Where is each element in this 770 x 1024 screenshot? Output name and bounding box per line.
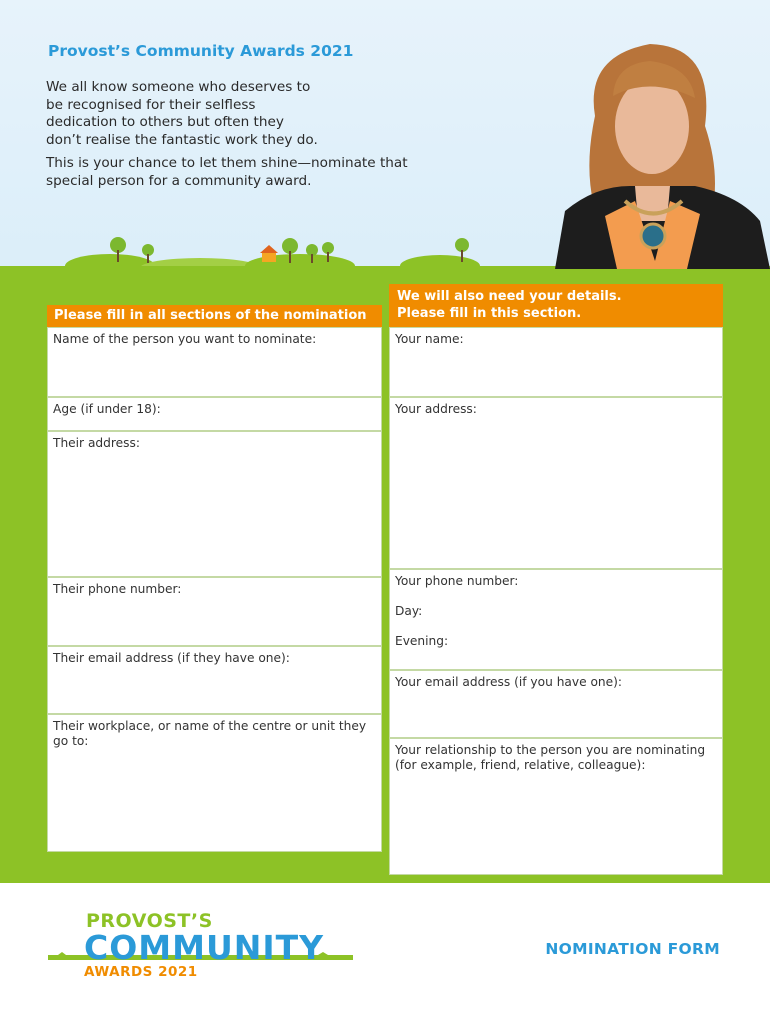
nominator-name-label: Your name:	[395, 332, 464, 346]
nominee-address-field[interactable]	[47, 431, 382, 577]
nominator-email-label: Your email address (if you have one):	[395, 675, 623, 689]
nominator-name-field[interactable]	[389, 327, 723, 397]
nominator-email-field[interactable]	[389, 670, 723, 738]
nomination-form-label: NOMINATION FORM	[545, 940, 720, 958]
page-title: Provost’s Community Awards 2021	[48, 42, 354, 60]
nominator-phone-day-label: Day:	[395, 604, 423, 618]
community-awards-logo	[48, 908, 353, 983]
nominator-heading-line-2: Please fill in this section.	[397, 306, 582, 321]
intro-paragraph-2: This is your chance to let them shine—nominate that special person for a community award.	[46, 155, 408, 189]
nominee-name-field[interactable]	[47, 327, 382, 397]
nominator-relationship-field[interactable]	[389, 738, 723, 875]
nominee-email-label: Their email address (if they have one):	[53, 651, 290, 665]
intro-paragraph-1: We all know someone who deserves to be recognised for their selfless dedication to others but often they don’t realise the fantastic work they do.	[46, 79, 318, 148]
nominee-age-label: Age (if under 18):	[53, 402, 161, 416]
nominee-email-field[interactable]	[47, 646, 382, 714]
nominator-heading-line-1: We will also need your details.	[397, 289, 622, 304]
logo-text-provosts: PROVOST’S	[86, 910, 213, 932]
provost-portrait	[555, 36, 770, 269]
nominee-workplace-label: Their workplace, or name of the centre or unit they go to:	[53, 719, 367, 748]
nominee-phone-field[interactable]	[47, 577, 382, 646]
nominator-phone-field[interactable]	[389, 569, 723, 670]
nominator-address-field[interactable]	[389, 397, 723, 569]
logo-text-awards: AWARDS 2021	[84, 964, 198, 980]
house-icon	[260, 245, 278, 262]
header-banner	[0, 0, 770, 270]
nominator-relationship-label: Your relationship to the person you are nominating (for example, friend, relative, colleague):	[395, 743, 706, 772]
nominator-section-heading	[389, 284, 723, 327]
nominee-address-label: Their address:	[53, 436, 140, 450]
nominator-phone-label: Your phone number:	[395, 574, 519, 588]
nominator-address-label: Your address:	[395, 402, 477, 416]
nominee-name-label: Name of the person you want to nominate:	[53, 332, 317, 346]
intro-text	[46, 79, 416, 196]
nominee-phone-label: Their phone number:	[53, 582, 182, 596]
nominee-workplace-field[interactable]	[47, 714, 382, 852]
nominator-phone-evening-label: Evening:	[395, 634, 449, 648]
nominee-section-heading: Please fill in all sections of the nomination	[47, 305, 382, 327]
nominee-age-field[interactable]	[47, 397, 382, 431]
logo-text-community: COMMUNITY	[84, 928, 325, 967]
